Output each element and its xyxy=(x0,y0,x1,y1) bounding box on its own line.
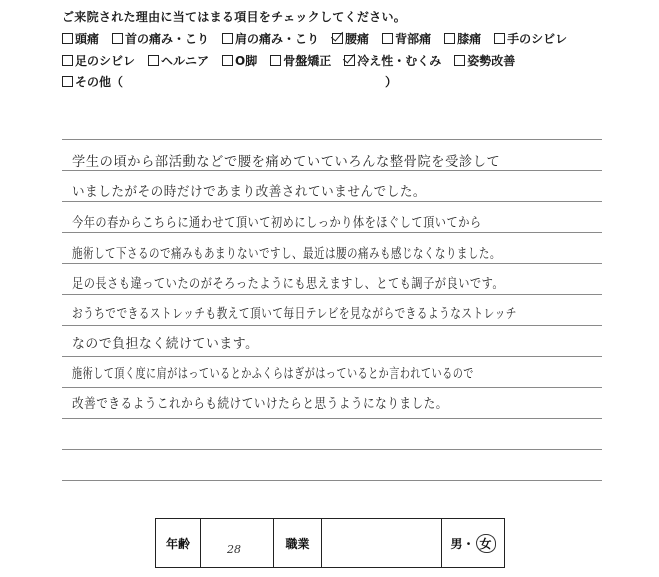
ruled-line xyxy=(62,139,602,140)
check-pelvis[interactable]: 骨盤矯正 xyxy=(270,52,331,69)
testimonial-line: なので負担なく続けています。 xyxy=(72,336,259,352)
check-back[interactable]: 背部痛 xyxy=(382,30,431,47)
ruled-line xyxy=(62,201,602,202)
testimonial-line: 今年の春からこちらに通わせて頂いて初めにしっかり体をほぐして頂いてから xyxy=(72,215,482,231)
age-field[interactable] xyxy=(201,519,274,567)
testimonial-line: おうちでできるストレッチも教えて頂いて毎日テレビを見ながらできるようなストレッチ xyxy=(72,306,517,322)
ruled-line xyxy=(62,232,602,233)
check-foot-numb[interactable]: 足のシビレ xyxy=(62,52,135,69)
form-instruction: ご来院された理由に当てはまる項目をチェックしてください。 xyxy=(62,10,407,24)
checkbox-icon[interactable] xyxy=(382,33,393,44)
gender-female-selected[interactable]: 女 xyxy=(476,534,496,553)
ruled-line xyxy=(62,356,602,357)
occupation-field[interactable] xyxy=(322,519,442,567)
checkbox-icon[interactable] xyxy=(454,55,465,66)
checkbox-icon[interactable] xyxy=(148,55,159,66)
check-lower-back[interactable]: 腰痛 xyxy=(332,30,369,47)
check-neck[interactable]: 首の痛み・こり xyxy=(112,30,209,47)
checkbox-icon[interactable] xyxy=(270,55,281,66)
checkbox-icon[interactable] xyxy=(112,33,123,44)
check-posture[interactable]: 姿勢改善 xyxy=(454,52,515,69)
age-label: 年齢 xyxy=(156,519,201,567)
testimonial-line: 学生の頃から部活動などで腰を痛めていていろんな整骨院を受診して xyxy=(72,154,501,170)
ruled-line xyxy=(62,294,602,295)
check-hernia[interactable]: ヘルニア xyxy=(148,52,209,69)
occupation-label: 職業 xyxy=(274,519,322,567)
ruled-line xyxy=(62,325,602,326)
checklist-row-2 xyxy=(62,52,515,69)
checkbox-icon[interactable] xyxy=(222,33,233,44)
checklist-row-1 xyxy=(62,30,567,47)
check-knee[interactable]: 膝痛 xyxy=(444,30,481,47)
checkbox-icon[interactable] xyxy=(62,76,73,87)
checkbox-icon[interactable] xyxy=(494,33,505,44)
gender-male-option[interactable]: 男・ xyxy=(450,536,475,551)
checkbox-checked-icon[interactable] xyxy=(332,33,343,44)
testimonial-line: 足の長さも違っていたのがそろったようにも思えますし、とても調子が良いです。 xyxy=(72,276,505,292)
ruled-line xyxy=(62,263,602,264)
checkbox-icon[interactable] xyxy=(62,33,73,44)
ruled-line xyxy=(62,387,602,388)
check-hand-numb[interactable]: 手のシビレ xyxy=(494,30,567,47)
testimonial-line: 改善できるようこれからも続けていけたらと思うようになりました。 xyxy=(72,396,448,412)
checkbox-checked-icon[interactable] xyxy=(344,55,355,66)
testimonial-line: 施術して頂く度に肩がはっているとかふくらはぎがはっているとか言われているので xyxy=(72,366,474,382)
other-close-paren: ） xyxy=(385,75,398,89)
age-value: 28 xyxy=(227,543,241,556)
ruled-line xyxy=(62,449,602,450)
ruled-line xyxy=(62,170,602,171)
check-headache[interactable]: 頭痛 xyxy=(62,30,99,47)
respondent-info-table xyxy=(155,518,505,568)
checklist-row-3 xyxy=(62,73,123,90)
checkbox-icon[interactable] xyxy=(444,33,455,44)
ruled-line xyxy=(62,418,602,419)
check-cold-swelling[interactable]: 冷え性・むくみ xyxy=(344,52,441,69)
testimonial-line: 施術して下さるので痛みもあまりないですし、最近は腰の痛みも感じなくなりました。 xyxy=(72,246,501,262)
check-other[interactable]: その他（ xyxy=(62,73,123,90)
checkbox-icon[interactable] xyxy=(222,55,233,66)
testimonial-line: いましたがその時だけであまり改善されていませんでした。 xyxy=(72,184,427,200)
check-shoulder[interactable]: 肩の痛み・こり xyxy=(222,30,319,47)
checkbox-icon[interactable] xyxy=(62,55,73,66)
ruled-line xyxy=(62,480,602,481)
check-bowleg[interactable]: O脚 xyxy=(222,52,257,69)
gender-field[interactable] xyxy=(442,519,504,567)
